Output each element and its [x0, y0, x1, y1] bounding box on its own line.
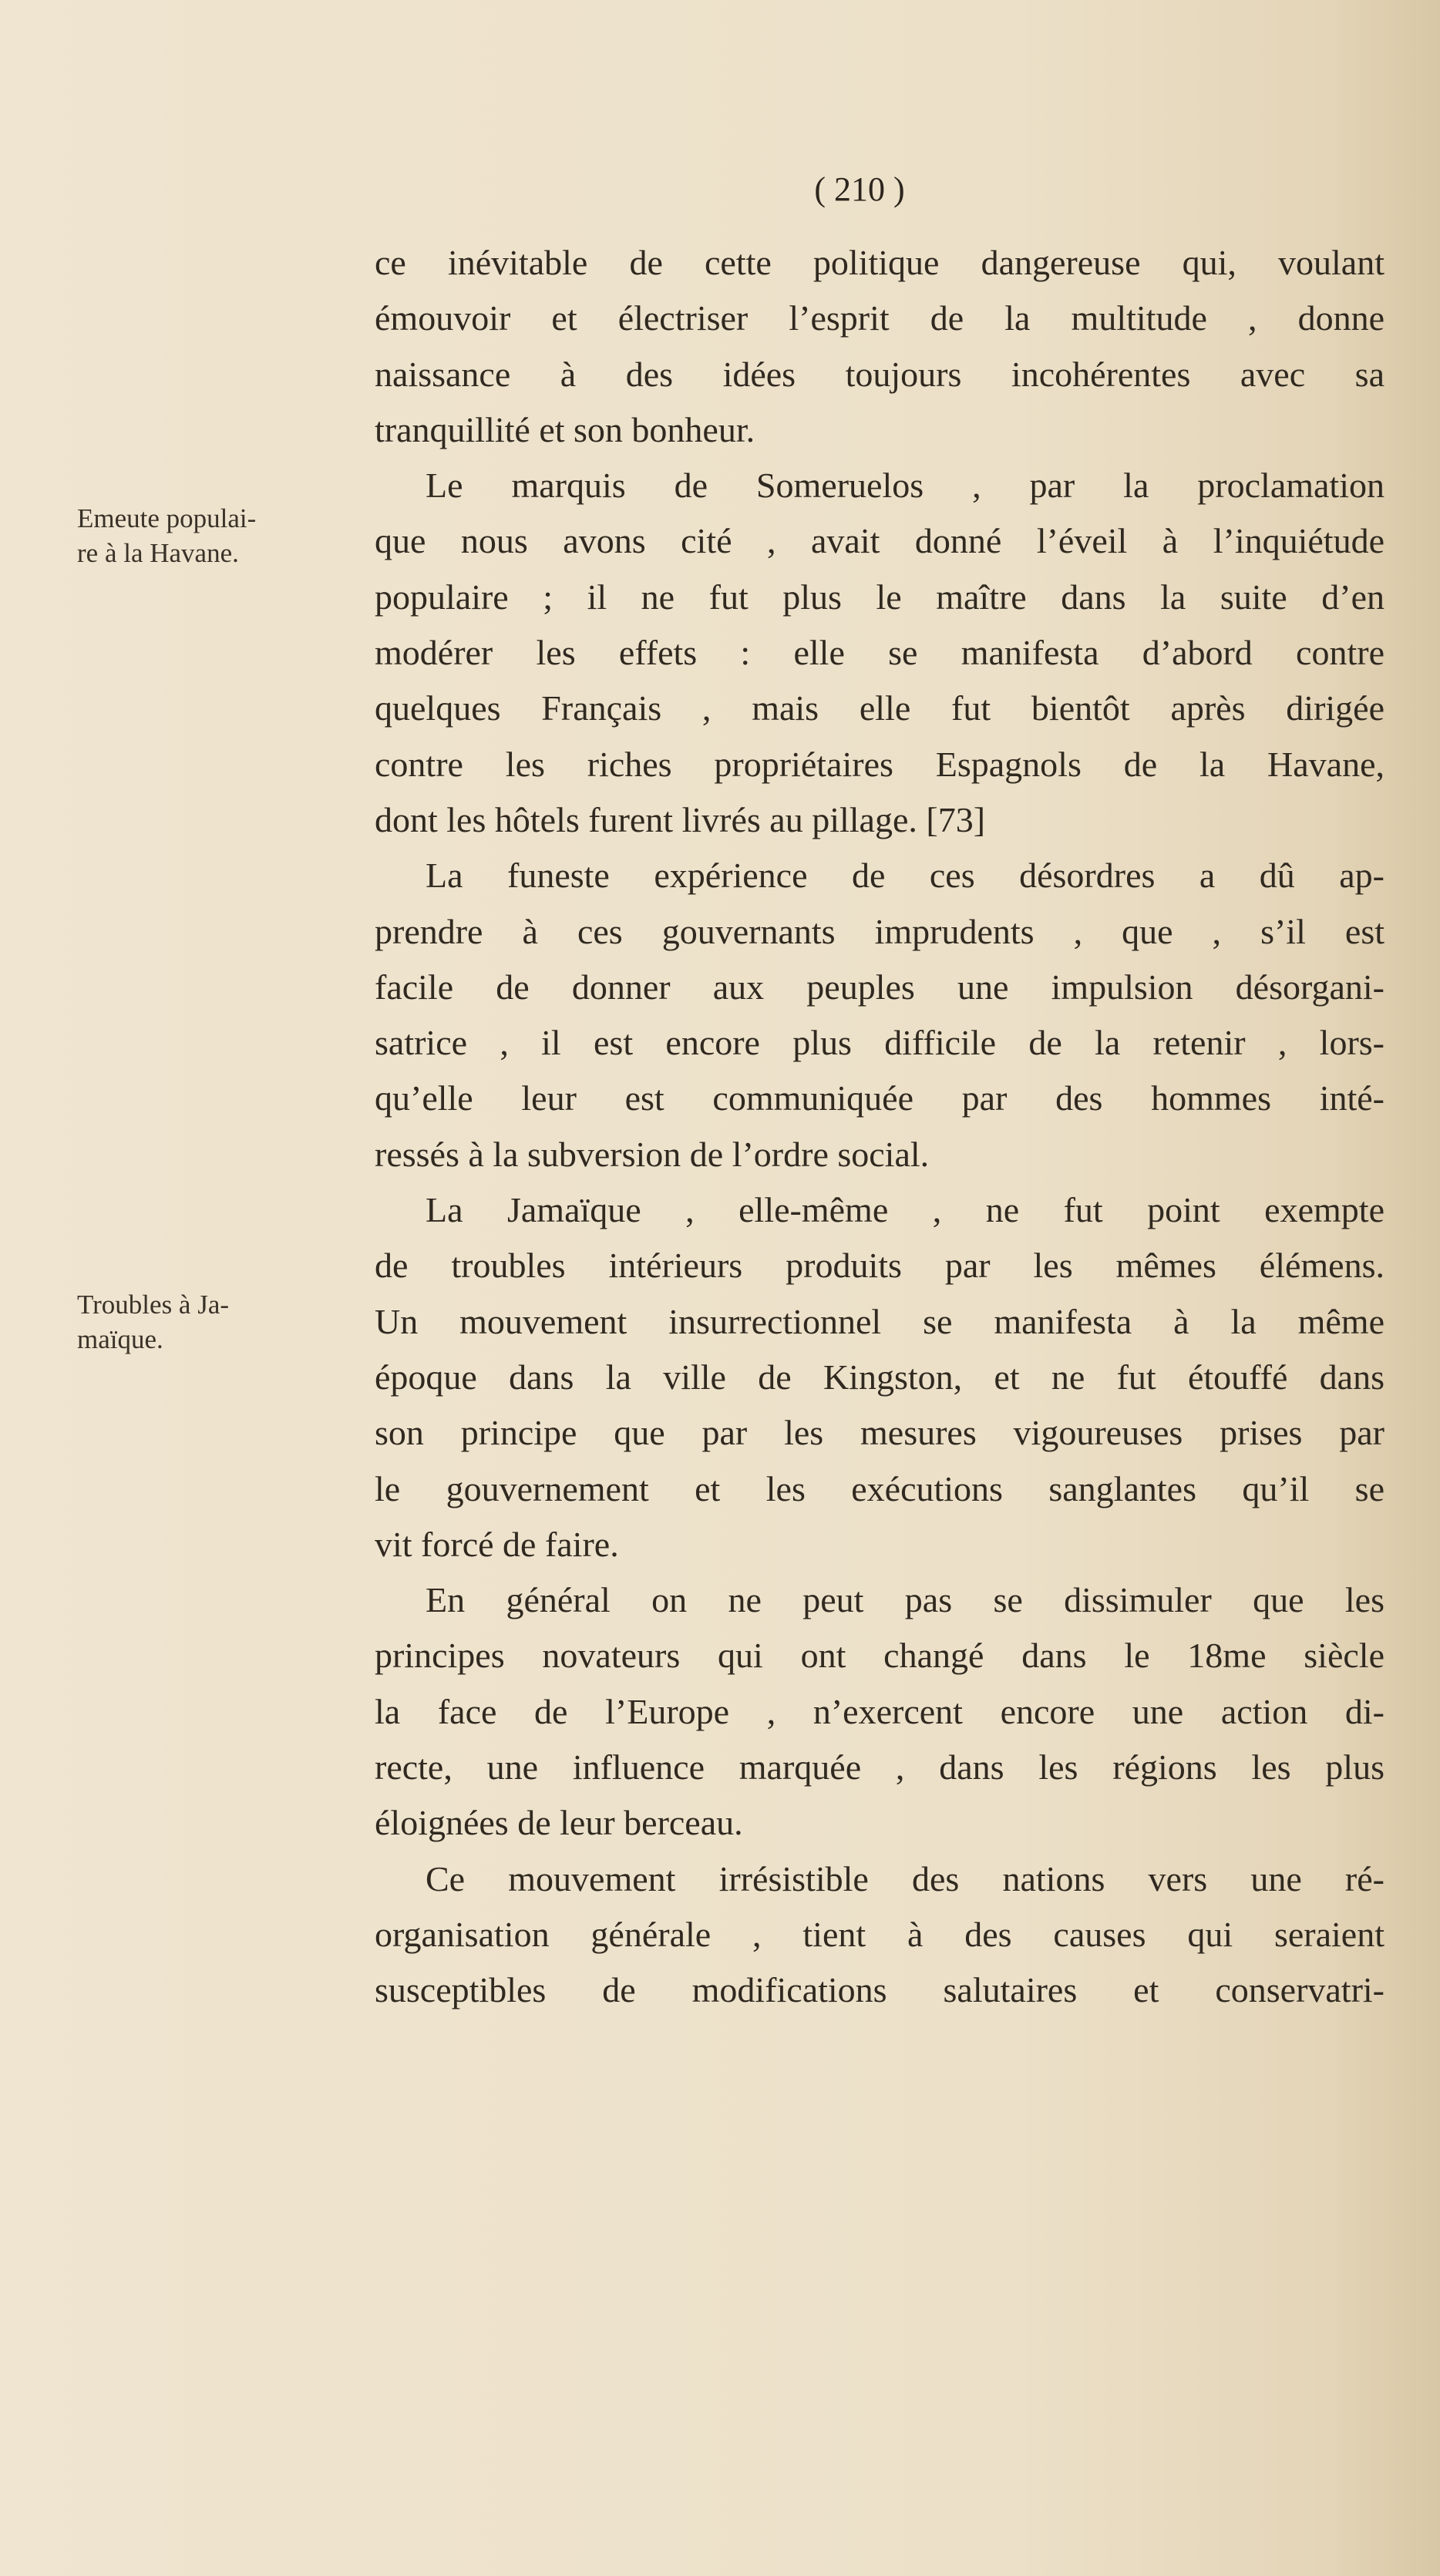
text-line: son principe que par les mesures vigoureuses prises par [375, 1413, 1384, 1453]
margin-note-line: Troubles à Ja- [77, 1290, 230, 1320]
text-line: qu’elle leur est communiquée par des hommes inté- [375, 1078, 1384, 1118]
text-line: dont les hôtels furent livrés au pillage. [73] [375, 799, 986, 839]
text-line: Un mouvement insurrectionnel se manifesta à la même [375, 1301, 1384, 1341]
text-line: principes novateurs qui ont changé dans le 18me siècle [375, 1636, 1384, 1676]
body-text [375, 235, 1384, 2019]
text-line: recte, une influence marquée , dans les régions les plus [375, 1747, 1384, 1787]
text-line: que nous avons cité , avait donné l’éveil à l’inquiétude [375, 521, 1384, 561]
text-line: époque dans la ville de Kingston, et ne fut étouffé dans [375, 1357, 1384, 1397]
text-line: La Jamaïque , elle-même , ne fut point exempte [426, 1190, 1384, 1230]
margin-note-troubles [77, 1287, 362, 1357]
margin-note-line: maïque. [77, 1324, 163, 1354]
margin-note-line: Emeute populai- [77, 503, 257, 533]
text-line: le gouvernement et les exécutions sanglantes qu’il se [375, 1468, 1384, 1508]
text-line: tranquillité et son bonheur. [375, 409, 755, 449]
text-line: contre les riches propriétaires Espagnols de la Havane, [375, 744, 1384, 784]
text-line: de troubles intérieurs produits par les mêmes élémens. [375, 1246, 1384, 1286]
text-line: facile de donner aux peuples une impulsion désorgani- [375, 967, 1384, 1007]
text-line: organisation générale , tient à des causes qui seraient [375, 1914, 1384, 1954]
margin-note-emeute [77, 501, 362, 570]
text-line: Ce mouvement irrésistible des nations vers une ré- [426, 1858, 1384, 1898]
text-line: ressés à la subversion de l’ordre social. [375, 1134, 930, 1174]
text-line: prendre à ces gouvernants imprudents , que , s’il est [375, 911, 1384, 951]
text-line: satrice , il est encore plus difficile de la retenir , lors- [375, 1023, 1384, 1063]
text-line: En général on ne peut pas se dissimuler que les [426, 1580, 1384, 1620]
text-line: naissance à des idées toujours incohérentes avec sa [375, 354, 1384, 394]
text-line: Le marquis de Someruelos , par la proclamation [426, 466, 1384, 506]
text-line: La funeste expérience de ces désordres a dû ap- [426, 856, 1384, 896]
text-line: éloignées de leur berceau. [375, 1803, 743, 1843]
text-line: vit forcé de faire. [375, 1524, 619, 1564]
page-number: ( 210 ) [814, 170, 905, 208]
text-line: la face de l’Europe , n’exercent encore une action di- [375, 1691, 1384, 1731]
text-line: populaire ; il ne fut plus le maître dans la suite d’en [375, 577, 1384, 617]
margin-note-line: re à la Havane. [77, 538, 239, 568]
text-line: susceptibles de modifications salutaires et conservatri- [375, 1970, 1384, 2010]
text-line: quelques Français , mais elle fut bientôt après dirigée [375, 688, 1384, 728]
text-line: ce inévitable de cette politique dangereuse qui, voulant [375, 243, 1384, 282]
text-line: modérer les effets : elle se manifesta d’abord contre [375, 633, 1384, 673]
text-line: émouvoir et électriser l’esprit de la multitude , donne [375, 298, 1384, 338]
